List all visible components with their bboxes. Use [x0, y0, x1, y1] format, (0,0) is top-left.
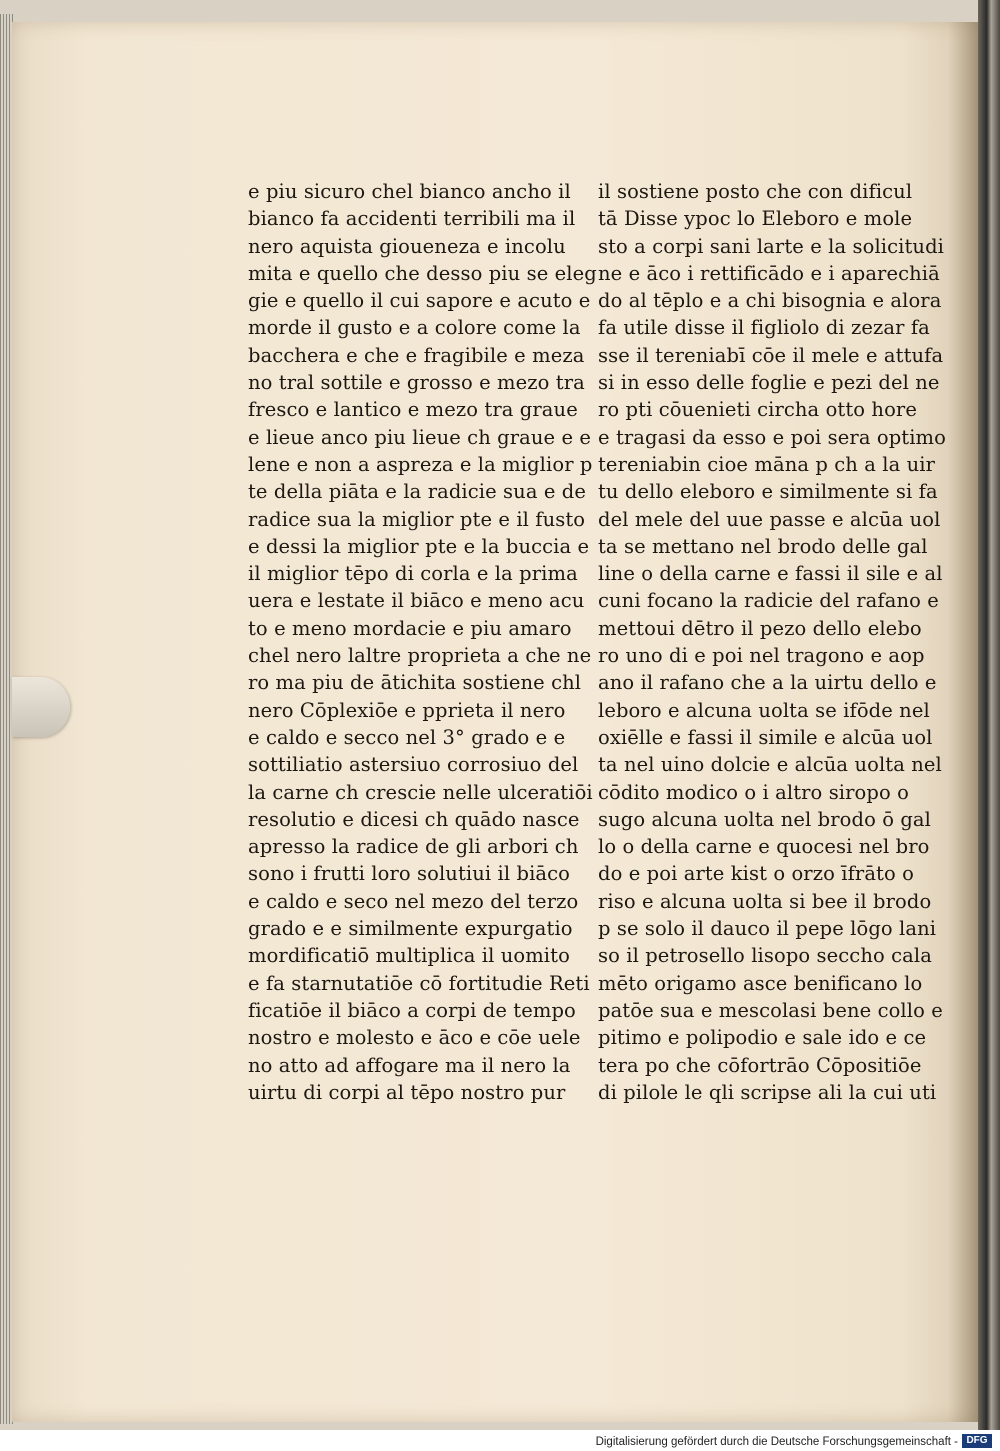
text-line: di pilole le qli scripse ali la cui uti — [598, 1080, 937, 1104]
text-line: radice sua la miglior pte e il fusto — [248, 507, 586, 531]
text-line: no atto ad affogare ma il nero la — [248, 1053, 571, 1077]
text-line: ta nel uino dolcie e alcūa uolta nel — [598, 753, 942, 777]
text-line: uera e lestate il biāco e meno acu — [248, 589, 585, 613]
footer-band — [0, 1430, 1000, 1451]
text-line: il miglior tēpo di corla e la prima — [248, 562, 578, 586]
text-line: resolutio e dicesi ch quādo nasce — [248, 807, 580, 831]
text-line: si in esso delle foglie e pezi del ne — [598, 371, 940, 395]
text-line: e lieue anco piu lieue ch graue e e — [248, 425, 592, 449]
text-line: mita e quello che desso piu se eleg — [248, 261, 597, 285]
text-line: e caldo e seco nel mezo del terzo — [248, 889, 579, 913]
text-line: lene e non a aspreza e la miglior p — [248, 452, 593, 476]
text-line: te della piāta e la radicie sua e de — [248, 480, 587, 504]
text-line: la carne ch crescie nelle ulceratiōi — [248, 780, 593, 804]
text-line: fresco e lantico e mezo tra graue — [248, 398, 578, 422]
text-line: nero Cōplexiōe e pprieta il nero — [248, 698, 566, 722]
text-line: e fa starnutatiōe cō fortitudie Reti — [248, 971, 590, 995]
text-line: so il petrosello lisopo secchо cala — [598, 944, 932, 968]
text-line: tā Disse ypoc lo Eleboro e mole — [598, 207, 913, 231]
text-line: riso e alcuna uolta si bee il brodo — [598, 889, 932, 913]
text-line: ro pti cōuenieti circha otto hore — [598, 398, 917, 422]
text-line: ano il rafano che a la uirtu dello e — [598, 671, 937, 695]
text-line: no tral sottile e grosso e mezo tra — [248, 371, 585, 395]
book-spine-edge — [978, 0, 1000, 1430]
text-line: ficatiōe il biāco a corpi de tempo — [248, 998, 576, 1022]
text-line: nero aquista giouenеza e incolu — [248, 234, 566, 258]
text-line: tu dello eleboro e similmente si fa — [598, 480, 938, 504]
text-line: mēto origamo asce benificano lo — [598, 971, 923, 995]
right-text-column — [598, 178, 946, 1106]
text-line: tera po che cōfortrāo Cōpositiōe — [598, 1053, 922, 1077]
text-line: del mele del uue passe e alcūa uol — [598, 507, 941, 531]
text-line: grado e e similmente expurgatio — [248, 917, 573, 941]
text-line: chel nero laltre proprieta a che ne — [248, 644, 592, 668]
text-line: sottiliatio astersiuo corrosiuo del — [248, 753, 579, 777]
text-line: sto a corpi sani larte e la solicitudi — [598, 234, 944, 258]
text-line: oxiēlle e fassi il simile e alcūa uol — [598, 725, 933, 749]
text-line: fa utile disse il figliolo di zezar fa — [598, 316, 930, 340]
text-line: do e poi arte kist o orzo īfrāto o — [598, 862, 914, 886]
text-line: ro ma piu de ātichita sostiene chl — [248, 671, 582, 695]
text-line: sse il tereniabī cōe il mele e attufa — [598, 343, 944, 367]
text-line: il sostiene posto che con dificul — [598, 180, 913, 203]
text-line: ne e āco i rettificādo e i aparechiā — [598, 261, 940, 285]
text-line: apresso la radice de gli arbori ch — [248, 835, 579, 859]
text-line: sono i frutti loro solutiui il biāco — [248, 862, 571, 886]
text-line: nostro e molesto e āco e cōe uele — [248, 1026, 581, 1050]
text-line: e tragasi da esso e poi sera optimo — [598, 425, 946, 449]
text-line: bianco fa accidenti terribili ma il — [248, 207, 576, 231]
text-line: patōe sua e mescolasi bene collo e — [598, 998, 943, 1022]
text-line: do al tēplo e a chi bisognia e alora — [598, 289, 942, 313]
page-gutter-shadow — [948, 22, 978, 1422]
text-line: uirtu di corpi al tēpo nostro pur — [248, 1080, 566, 1104]
text-line: line o della carne e fassi il sile e al — [598, 562, 943, 586]
text-line: cuni focano la radicie del rafano e — [598, 589, 939, 613]
text-line: e dessi la miglior pte e la buccia e — [248, 534, 590, 558]
text-line: bacchera e che e fragibile e meza — [248, 343, 585, 367]
text-line: sugo alcuna uolta nel brodo ō gal — [598, 807, 931, 831]
text-line: mordificatiō multiplica il uomito — [248, 944, 570, 968]
text-line: e piu sicuro chel bianco ancho il — [248, 180, 571, 203]
text-line: gie e quello il cui sapore e acuto e — [248, 289, 591, 313]
text-line: ta se mettano nel brodo delle gal — [598, 534, 928, 558]
left-text-column — [248, 178, 597, 1106]
text-line: lo o della carne e quocesi nel bro — [598, 835, 930, 859]
text-line: morde il gusto e a colore come la — [248, 316, 581, 340]
text-line: cōdito modico o i altro siropo o — [598, 780, 909, 804]
text-line: ro uno di e poi nel tragono e aop — [598, 644, 925, 668]
text-line: leboro e alcuna uolta se ifōde nel — [598, 698, 930, 722]
page-tab — [12, 677, 70, 737]
text-line: mettoui dētro il pezo dello elebo — [598, 616, 922, 640]
text-line: p se solo il dauco il pepe lōgo lani — [598, 917, 937, 941]
dfg-logo: DFG — [962, 1434, 992, 1448]
text-line: e caldo e secco nel 3° grado e e — [248, 725, 566, 749]
text-line: pitimo e polipodio e sale ido e ce — [598, 1026, 927, 1050]
text-line: tereniabin cioe māna p ch a la uir — [598, 452, 936, 476]
funding-notice: Digitalisierung gefördert durch die Deutsche Forschungsgemeinschaft - — [595, 1436, 958, 1448]
text-line: to e meno mordacie e piu amaro — [248, 616, 572, 640]
